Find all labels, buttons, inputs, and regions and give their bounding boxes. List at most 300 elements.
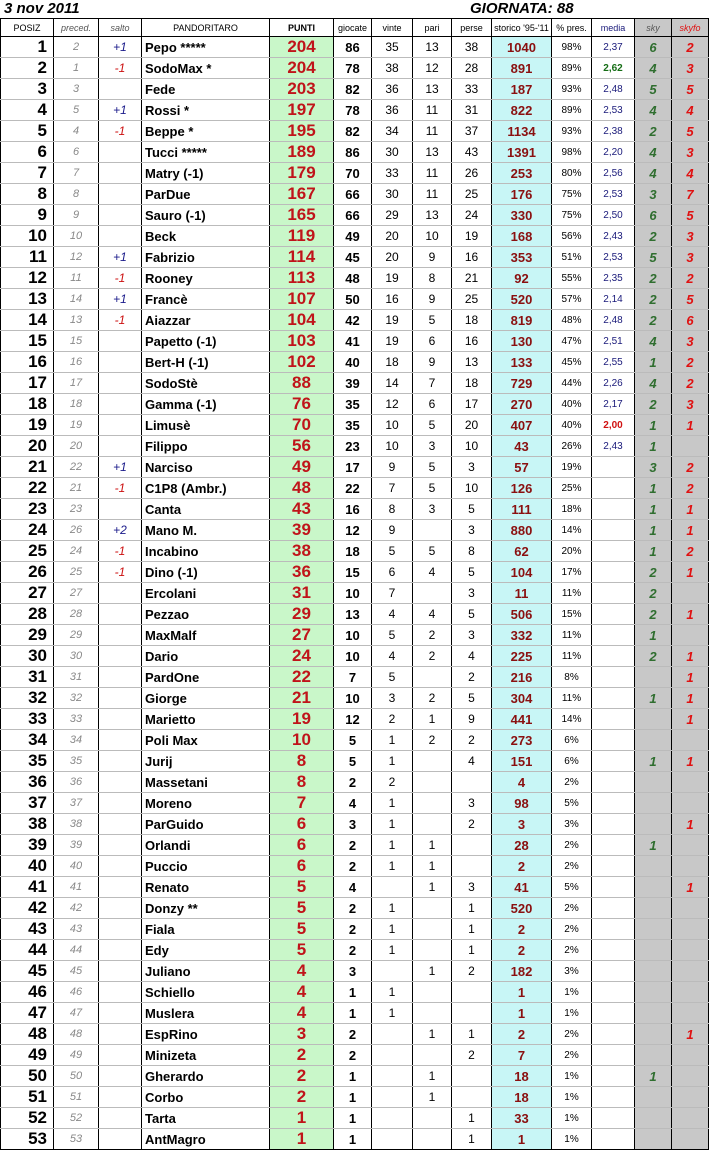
- header-storico: storico '95-'11: [492, 19, 552, 37]
- skyfo-cell: [672, 1087, 709, 1108]
- player-name: Pezzao: [142, 604, 270, 625]
- previous-cell: 48: [54, 1024, 99, 1045]
- lost-cell: 31: [452, 100, 492, 121]
- lost-cell: 3: [452, 877, 492, 898]
- points-cell: 49: [270, 457, 334, 478]
- sky-cell: [635, 898, 672, 919]
- won-cell: 30: [372, 142, 413, 163]
- points-cell: 8: [270, 772, 334, 793]
- header-punti: PUNTI: [270, 19, 334, 37]
- points-cell: 6: [270, 814, 334, 835]
- table-row: [1, 79, 709, 100]
- sky-cell: [635, 940, 672, 961]
- position-cell: 36: [1, 772, 54, 793]
- jump-cell: +1: [99, 37, 142, 58]
- table-row: [1, 247, 709, 268]
- previous-cell: 45: [54, 961, 99, 982]
- won-cell: [372, 1129, 413, 1150]
- sky-cell: 3: [635, 457, 672, 478]
- presence-cell: 18%: [552, 499, 592, 520]
- position-cell: 42: [1, 898, 54, 919]
- drawn-cell: [413, 772, 452, 793]
- presence-cell: 89%: [552, 58, 592, 79]
- skyfo-cell: [672, 436, 709, 457]
- position-cell: 43: [1, 919, 54, 940]
- skyfo-cell: 1: [672, 646, 709, 667]
- points-cell: 197: [270, 100, 334, 121]
- won-cell: 2: [372, 772, 413, 793]
- skyfo-cell: [672, 961, 709, 982]
- jump-cell: [99, 709, 142, 730]
- played-cell: 86: [334, 37, 372, 58]
- won-cell: 33: [372, 163, 413, 184]
- skyfo-cell: 3: [672, 58, 709, 79]
- header-vinte: vinte: [372, 19, 413, 37]
- skyfo-cell: [672, 772, 709, 793]
- position-cell: 13: [1, 289, 54, 310]
- points-cell: 24: [270, 646, 334, 667]
- player-name: Tarta: [142, 1108, 270, 1129]
- presence-cell: 1%: [552, 1003, 592, 1024]
- won-cell: 7: [372, 583, 413, 604]
- points-cell: 5: [270, 940, 334, 961]
- player-name: Moreno: [142, 793, 270, 814]
- lost-cell: 3: [452, 793, 492, 814]
- player-name: Muslera: [142, 1003, 270, 1024]
- sky-cell: [635, 919, 672, 940]
- drawn-cell: [413, 814, 452, 835]
- player-name: Puccio: [142, 856, 270, 877]
- player-name: Francè: [142, 289, 270, 310]
- jump-cell: [99, 772, 142, 793]
- presence-cell: 55%: [552, 268, 592, 289]
- jump-cell: [99, 688, 142, 709]
- average-cell: [592, 835, 635, 856]
- skyfo-cell: [672, 730, 709, 751]
- history-cell: 1: [492, 1129, 552, 1150]
- won-cell: 10: [372, 415, 413, 436]
- previous-cell: 36: [54, 772, 99, 793]
- won-cell: 36: [372, 79, 413, 100]
- points-cell: 56: [270, 436, 334, 457]
- history-cell: 98: [492, 793, 552, 814]
- sky-cell: [635, 1003, 672, 1024]
- player-name: Jurij: [142, 751, 270, 772]
- drawn-cell: 6: [413, 331, 452, 352]
- lost-cell: 19: [452, 226, 492, 247]
- played-cell: 12: [334, 709, 372, 730]
- position-cell: 5: [1, 121, 54, 142]
- table-row: [1, 205, 709, 226]
- previous-cell: 40: [54, 856, 99, 877]
- player-name: Filippo: [142, 436, 270, 457]
- presence-cell: 20%: [552, 541, 592, 562]
- drawn-cell: 3: [413, 499, 452, 520]
- average-cell: [592, 541, 635, 562]
- presence-cell: 14%: [552, 709, 592, 730]
- average-cell: 2,53: [592, 184, 635, 205]
- player-name: Fabrizio: [142, 247, 270, 268]
- previous-cell: 21: [54, 478, 99, 499]
- jump-cell: [99, 604, 142, 625]
- skyfo-cell: [672, 856, 709, 877]
- player-name: Fede: [142, 79, 270, 100]
- skyfo-cell: 4: [672, 163, 709, 184]
- skyfo-cell: [672, 1045, 709, 1066]
- position-cell: 19: [1, 415, 54, 436]
- drawn-cell: 1: [413, 961, 452, 982]
- lost-cell: [452, 835, 492, 856]
- sky-cell: 2: [635, 268, 672, 289]
- drawn-cell: 1: [413, 856, 452, 877]
- points-cell: 5: [270, 919, 334, 940]
- won-cell: 4: [372, 646, 413, 667]
- played-cell: 66: [334, 184, 372, 205]
- average-cell: 2,43: [592, 226, 635, 247]
- skyfo-cell: 1: [672, 877, 709, 898]
- drawn-cell: 5: [413, 415, 452, 436]
- lost-cell: 10: [452, 436, 492, 457]
- average-cell: 2,43: [592, 436, 635, 457]
- points-cell: 10: [270, 730, 334, 751]
- player-name: Marietto: [142, 709, 270, 730]
- lost-cell: 5: [452, 688, 492, 709]
- presence-cell: 89%: [552, 100, 592, 121]
- drawn-cell: 4: [413, 604, 452, 625]
- drawn-cell: 13: [413, 142, 452, 163]
- won-cell: 16: [372, 289, 413, 310]
- drawn-cell: 1: [413, 1087, 452, 1108]
- presence-cell: 3%: [552, 961, 592, 982]
- points-cell: 2: [270, 1066, 334, 1087]
- history-cell: 441: [492, 709, 552, 730]
- history-cell: 2: [492, 940, 552, 961]
- history-cell: 304: [492, 688, 552, 709]
- jump-cell: -1: [99, 58, 142, 79]
- won-cell: 12: [372, 394, 413, 415]
- skyfo-cell: 5: [672, 289, 709, 310]
- player-name: Dino (-1): [142, 562, 270, 583]
- sky-cell: 4: [635, 100, 672, 121]
- table-row: [1, 1066, 709, 1087]
- played-cell: 2: [334, 898, 372, 919]
- jump-cell: [99, 1087, 142, 1108]
- average-cell: [592, 919, 635, 940]
- average-cell: 2,35: [592, 268, 635, 289]
- played-cell: 16: [334, 499, 372, 520]
- played-cell: 12: [334, 520, 372, 541]
- average-cell: [592, 1129, 635, 1150]
- won-cell: 5: [372, 667, 413, 688]
- skyfo-cell: 1: [672, 751, 709, 772]
- lost-cell: [452, 856, 492, 877]
- table-row: [1, 562, 709, 583]
- player-name: Giorge: [142, 688, 270, 709]
- presence-cell: 25%: [552, 478, 592, 499]
- drawn-cell: 5: [413, 478, 452, 499]
- presence-cell: 57%: [552, 289, 592, 310]
- matchday-title: GIORNATA: 88: [470, 0, 574, 17]
- skyfo-cell: 1: [672, 604, 709, 625]
- sky-cell: 1: [635, 415, 672, 436]
- average-cell: 2,17: [592, 394, 635, 415]
- player-name: Tucci *****: [142, 142, 270, 163]
- average-cell: 2,56: [592, 163, 635, 184]
- played-cell: 7: [334, 667, 372, 688]
- lost-cell: [452, 772, 492, 793]
- position-cell: 23: [1, 499, 54, 520]
- player-name: Matry (-1): [142, 163, 270, 184]
- won-cell: 2: [372, 709, 413, 730]
- position-cell: 21: [1, 457, 54, 478]
- skyfo-cell: [672, 1129, 709, 1150]
- jump-cell: [99, 436, 142, 457]
- history-cell: 1391: [492, 142, 552, 163]
- average-cell: 2,53: [592, 247, 635, 268]
- average-cell: [592, 877, 635, 898]
- won-cell: 10: [372, 436, 413, 457]
- drawn-cell: [413, 898, 452, 919]
- jump-cell: [99, 331, 142, 352]
- previous-cell: 33: [54, 709, 99, 730]
- jump-cell: [99, 226, 142, 247]
- drawn-cell: [413, 1108, 452, 1129]
- player-name: Pepo *****: [142, 37, 270, 58]
- played-cell: 2: [334, 856, 372, 877]
- player-name: Narciso: [142, 457, 270, 478]
- lost-cell: 16: [452, 331, 492, 352]
- table-row: [1, 772, 709, 793]
- jump-cell: [99, 814, 142, 835]
- sky-cell: 1: [635, 520, 672, 541]
- played-cell: 2: [334, 1024, 372, 1045]
- average-cell: [592, 961, 635, 982]
- header-giocate: giocate: [334, 19, 372, 37]
- previous-cell: 18: [54, 394, 99, 415]
- skyfo-cell: 1: [672, 814, 709, 835]
- position-cell: 44: [1, 940, 54, 961]
- skyfo-cell: 2: [672, 373, 709, 394]
- player-name: Canta: [142, 499, 270, 520]
- points-cell: 7: [270, 793, 334, 814]
- position-cell: 28: [1, 604, 54, 625]
- won-cell: 1: [372, 982, 413, 1003]
- skyfo-cell: 1: [672, 562, 709, 583]
- played-cell: 49: [334, 226, 372, 247]
- history-cell: 1040: [492, 37, 552, 58]
- drawn-cell: 6: [413, 394, 452, 415]
- presence-cell: 2%: [552, 940, 592, 961]
- skyfo-cell: [672, 919, 709, 940]
- table-row: [1, 352, 709, 373]
- skyfo-cell: 3: [672, 247, 709, 268]
- player-name: Beck: [142, 226, 270, 247]
- sky-cell: 2: [635, 583, 672, 604]
- position-cell: 52: [1, 1108, 54, 1129]
- presence-cell: 44%: [552, 373, 592, 394]
- jump-cell: [99, 961, 142, 982]
- table-row: [1, 331, 709, 352]
- previous-cell: 14: [54, 289, 99, 310]
- position-cell: 31: [1, 667, 54, 688]
- table-row: [1, 142, 709, 163]
- previous-cell: 38: [54, 814, 99, 835]
- skyfo-cell: 1: [672, 709, 709, 730]
- player-name: SodoMax *: [142, 58, 270, 79]
- won-cell: 38: [372, 58, 413, 79]
- sky-cell: 1: [635, 352, 672, 373]
- won-cell: 1: [372, 814, 413, 835]
- history-cell: 182: [492, 961, 552, 982]
- history-cell: 506: [492, 604, 552, 625]
- points-cell: 21: [270, 688, 334, 709]
- points-cell: 107: [270, 289, 334, 310]
- played-cell: 3: [334, 961, 372, 982]
- won-cell: 19: [372, 310, 413, 331]
- jump-cell: [99, 163, 142, 184]
- lost-cell: 43: [452, 142, 492, 163]
- sky-cell: 1: [635, 499, 672, 520]
- average-cell: [592, 604, 635, 625]
- points-cell: 19: [270, 709, 334, 730]
- position-cell: 35: [1, 751, 54, 772]
- previous-cell: 11: [54, 268, 99, 289]
- lost-cell: 17: [452, 394, 492, 415]
- played-cell: 1: [334, 1087, 372, 1108]
- drawn-cell: [413, 919, 452, 940]
- player-name: Corbo: [142, 1087, 270, 1108]
- table-row: [1, 898, 709, 919]
- jump-cell: -1: [99, 562, 142, 583]
- previous-cell: 25: [54, 562, 99, 583]
- previous-cell: 51: [54, 1087, 99, 1108]
- header-sky: sky: [635, 19, 672, 37]
- player-name: Massetani: [142, 772, 270, 793]
- average-cell: [592, 646, 635, 667]
- skyfo-cell: 1: [672, 688, 709, 709]
- presence-cell: 1%: [552, 1129, 592, 1150]
- previous-cell: 44: [54, 940, 99, 961]
- lost-cell: 2: [452, 667, 492, 688]
- lost-cell: 2: [452, 961, 492, 982]
- average-cell: [592, 898, 635, 919]
- previous-cell: 41: [54, 877, 99, 898]
- points-cell: 2: [270, 1087, 334, 1108]
- position-cell: 49: [1, 1045, 54, 1066]
- points-cell: 3: [270, 1024, 334, 1045]
- drawn-cell: [413, 940, 452, 961]
- average-cell: [592, 562, 635, 583]
- points-cell: 1: [270, 1108, 334, 1129]
- sky-cell: 1: [635, 688, 672, 709]
- table-row: [1, 625, 709, 646]
- average-cell: [592, 457, 635, 478]
- sky-cell: [635, 1024, 672, 1045]
- average-cell: [592, 499, 635, 520]
- lost-cell: 3: [452, 457, 492, 478]
- player-name: Juliano: [142, 961, 270, 982]
- position-cell: 24: [1, 520, 54, 541]
- table-row: [1, 751, 709, 772]
- skyfo-cell: 3: [672, 331, 709, 352]
- played-cell: 5: [334, 730, 372, 751]
- table-row: [1, 163, 709, 184]
- jump-cell: [99, 1129, 142, 1150]
- table-row: [1, 1024, 709, 1045]
- previous-cell: 31: [54, 667, 99, 688]
- table-row: [1, 604, 709, 625]
- presence-cell: 6%: [552, 730, 592, 751]
- player-name: Dario: [142, 646, 270, 667]
- sky-cell: 1: [635, 541, 672, 562]
- skyfo-cell: 5: [672, 205, 709, 226]
- played-cell: 2: [334, 1045, 372, 1066]
- points-cell: 4: [270, 1003, 334, 1024]
- won-cell: 4: [372, 604, 413, 625]
- played-cell: 4: [334, 793, 372, 814]
- skyfo-cell: 2: [672, 478, 709, 499]
- previous-cell: 2: [54, 37, 99, 58]
- player-name: Minizeta: [142, 1045, 270, 1066]
- position-cell: 14: [1, 310, 54, 331]
- history-cell: 33: [492, 1108, 552, 1129]
- points-cell: 113: [270, 268, 334, 289]
- history-cell: 11: [492, 583, 552, 604]
- drawn-cell: 8: [413, 268, 452, 289]
- header-skyfo: skyfo: [672, 19, 709, 37]
- table-row: [1, 226, 709, 247]
- previous-cell: 52: [54, 1108, 99, 1129]
- skyfo-cell: 3: [672, 394, 709, 415]
- jump-cell: -1: [99, 541, 142, 562]
- history-cell: 253: [492, 163, 552, 184]
- sky-cell: 4: [635, 163, 672, 184]
- header-salto: salto: [99, 19, 142, 37]
- points-cell: 2: [270, 1045, 334, 1066]
- position-cell: 41: [1, 877, 54, 898]
- presence-cell: 56%: [552, 226, 592, 247]
- won-cell: 1: [372, 793, 413, 814]
- previous-cell: 35: [54, 751, 99, 772]
- player-name: Aiazzar: [142, 310, 270, 331]
- won-cell: 19: [372, 268, 413, 289]
- won-cell: 9: [372, 520, 413, 541]
- won-cell: 1: [372, 940, 413, 961]
- sky-cell: 5: [635, 79, 672, 100]
- drawn-cell: 9: [413, 289, 452, 310]
- previous-cell: 13: [54, 310, 99, 331]
- presence-cell: 2%: [552, 898, 592, 919]
- sky-cell: [635, 1129, 672, 1150]
- table-row: [1, 184, 709, 205]
- jump-cell: [99, 898, 142, 919]
- played-cell: 13: [334, 604, 372, 625]
- jump-cell: [99, 856, 142, 877]
- jump-cell: [99, 142, 142, 163]
- presence-cell: 19%: [552, 457, 592, 478]
- played-cell: 18: [334, 541, 372, 562]
- presence-cell: 2%: [552, 835, 592, 856]
- history-cell: 819: [492, 310, 552, 331]
- points-cell: 22: [270, 667, 334, 688]
- drawn-cell: 13: [413, 37, 452, 58]
- skyfo-cell: 1: [672, 520, 709, 541]
- sky-cell: [635, 814, 672, 835]
- player-name: Papetto (-1): [142, 331, 270, 352]
- points-cell: 39: [270, 520, 334, 541]
- played-cell: 10: [334, 583, 372, 604]
- presence-cell: 75%: [552, 205, 592, 226]
